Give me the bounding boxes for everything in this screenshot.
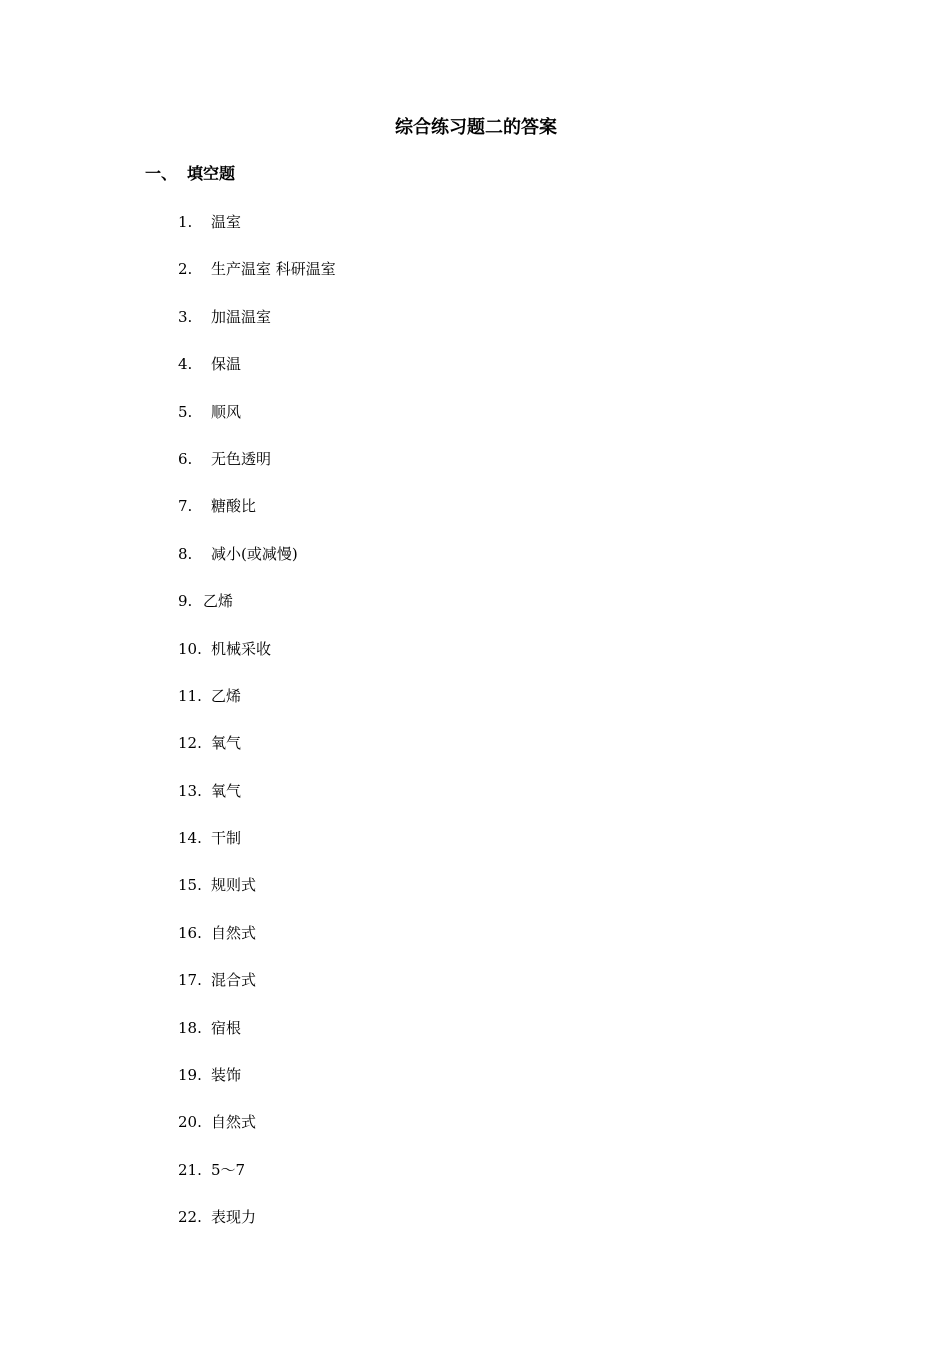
answer-number: 3. xyxy=(178,307,193,326)
answer-item xyxy=(178,827,336,874)
answer-item xyxy=(178,638,336,685)
answer-text: 混合式 xyxy=(211,971,257,990)
answer-item xyxy=(178,922,336,969)
answer-number: 16. xyxy=(178,923,202,942)
answer-text: 乙烯 xyxy=(203,592,234,611)
answer-item xyxy=(178,969,336,1016)
answer-text: 5～7 xyxy=(211,1160,246,1179)
answer-item xyxy=(178,1064,336,1111)
answer-text: 氧气 xyxy=(211,734,242,753)
answer-item xyxy=(178,306,336,353)
answer-number: 8. xyxy=(178,544,193,563)
answer-text: 顺风 xyxy=(211,402,242,421)
answer-number: 19. xyxy=(178,1066,202,1085)
answer-item xyxy=(178,353,336,400)
answer-number: 17. xyxy=(178,971,202,990)
answer-item xyxy=(178,732,336,779)
answer-item xyxy=(178,495,336,542)
answer-number: 11. xyxy=(178,686,202,705)
answer-item xyxy=(178,258,336,305)
answer-number: 5. xyxy=(178,402,193,421)
answer-item xyxy=(178,448,336,495)
answer-text: 氧气 xyxy=(211,781,242,800)
answer-number: 6. xyxy=(178,449,193,468)
answer-item xyxy=(178,1159,336,1206)
answer-number: 9. xyxy=(178,592,193,611)
answer-text: 干制 xyxy=(211,829,242,848)
answer-text: 表现力 xyxy=(211,1208,257,1227)
answer-text: 自然式 xyxy=(211,923,257,942)
answer-item xyxy=(178,1017,336,1064)
answer-item xyxy=(178,1206,336,1253)
answer-number: 2. xyxy=(178,260,193,279)
answer-item xyxy=(178,1111,336,1158)
answer-number: 7. xyxy=(178,497,193,516)
answer-text: 宿根 xyxy=(211,1018,242,1037)
answer-number: 1. xyxy=(178,213,193,231)
answer-item xyxy=(178,590,336,637)
answer-text: 装饰 xyxy=(211,1066,242,1085)
answer-number: 12. xyxy=(178,734,202,753)
answer-list xyxy=(178,211,336,1254)
answer-text: 保温 xyxy=(211,355,242,374)
answer-number: 13. xyxy=(178,781,202,800)
section-heading xyxy=(145,163,235,185)
answer-number: 22. xyxy=(178,1208,202,1227)
answer-number: 10. xyxy=(178,639,202,658)
answer-text: 自然式 xyxy=(211,1113,257,1132)
answer-number: 4. xyxy=(178,355,193,374)
page-title: 综合练习题二的答案 xyxy=(395,117,557,138)
answer-item xyxy=(178,211,336,258)
answer-text: 生产温室 科研温室 xyxy=(211,260,336,279)
answer-text: 加温温室 xyxy=(211,307,272,326)
answer-text: 规则式 xyxy=(211,876,257,895)
section-number: 一、 xyxy=(145,164,178,183)
answer-item xyxy=(178,780,336,827)
answer-item xyxy=(178,401,336,448)
answer-number: 18. xyxy=(178,1018,202,1037)
answer-text: 乙烯 xyxy=(211,686,242,705)
answer-number: 20. xyxy=(178,1113,202,1132)
answer-text: 糖酸比 xyxy=(211,497,257,516)
answer-text: 无色透明 xyxy=(211,449,272,468)
section-title: 填空题 xyxy=(187,164,236,183)
answer-item xyxy=(178,543,336,590)
answer-number: 14. xyxy=(178,829,202,848)
answer-item xyxy=(178,685,336,732)
answer-number: 21. xyxy=(178,1160,202,1179)
answer-item xyxy=(178,874,336,921)
answer-number: 15. xyxy=(178,876,202,895)
answer-text: 机械采收 xyxy=(211,639,272,658)
answer-text: 温室 xyxy=(211,213,242,231)
answer-text: 减小(或减慢) xyxy=(211,544,298,563)
